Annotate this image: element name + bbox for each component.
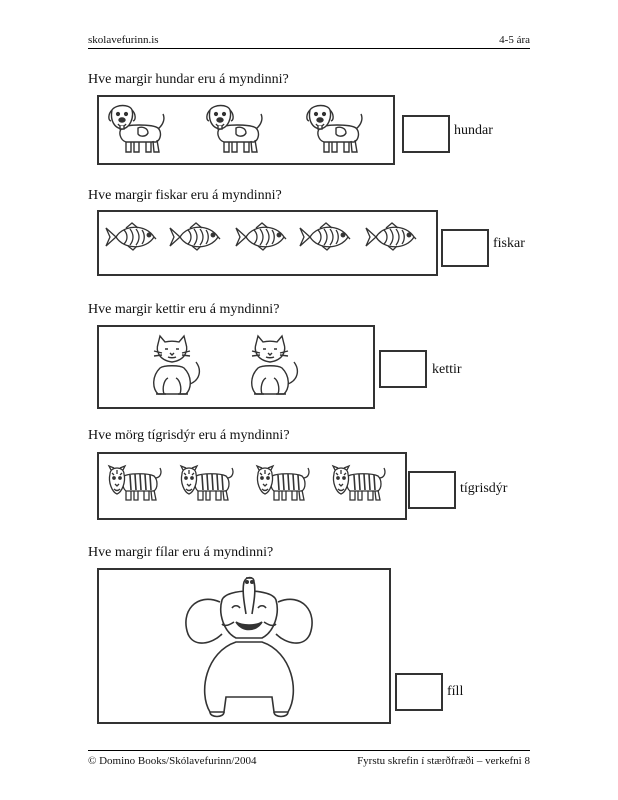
- question-elephant: Hve margir fílar eru á myndinni?: [88, 545, 274, 560]
- tigers-panel: [97, 452, 407, 520]
- elephant-panel: [97, 568, 391, 724]
- question-cats: Hve margir kettir eru á myndinni?: [88, 302, 280, 317]
- question-fish: Hve margir fiskar eru á myndinni?: [88, 188, 282, 203]
- fish-panel: [97, 210, 438, 276]
- fish-unit-label: fiskar: [493, 236, 525, 251]
- cats-panel: [97, 325, 375, 409]
- header-divider: [88, 48, 530, 49]
- elephant-unit-label: fíll: [447, 684, 464, 699]
- age-label: 4-5 ára: [499, 34, 530, 46]
- footer-divider: [88, 750, 530, 751]
- footer-title: Fyrstu skrefin í stærðfræði – verkefni 8: [357, 755, 530, 767]
- fish-answer-box[interactable]: [441, 229, 489, 267]
- cats-unit-label: kettir: [432, 362, 462, 377]
- site-name: skolavefurinn.is: [88, 34, 159, 46]
- tigers-unit-label: tígrisdýr: [460, 481, 508, 496]
- question-tigers: Hve mörg tígrisdýr eru á myndinni?: [88, 428, 290, 443]
- dogs-unit-label: hundar: [454, 123, 493, 138]
- question-dogs: Hve margir hundar eru á myndinni?: [88, 72, 289, 87]
- elephant-answer-box[interactable]: [395, 673, 443, 711]
- footer-copyright: © Domino Books/Skólavefurinn/2004: [88, 755, 257, 767]
- cats-answer-box[interactable]: [379, 350, 427, 388]
- dogs-panel: [97, 95, 395, 165]
- tigers-answer-box[interactable]: [408, 471, 456, 509]
- dogs-answer-box[interactable]: [402, 115, 450, 153]
